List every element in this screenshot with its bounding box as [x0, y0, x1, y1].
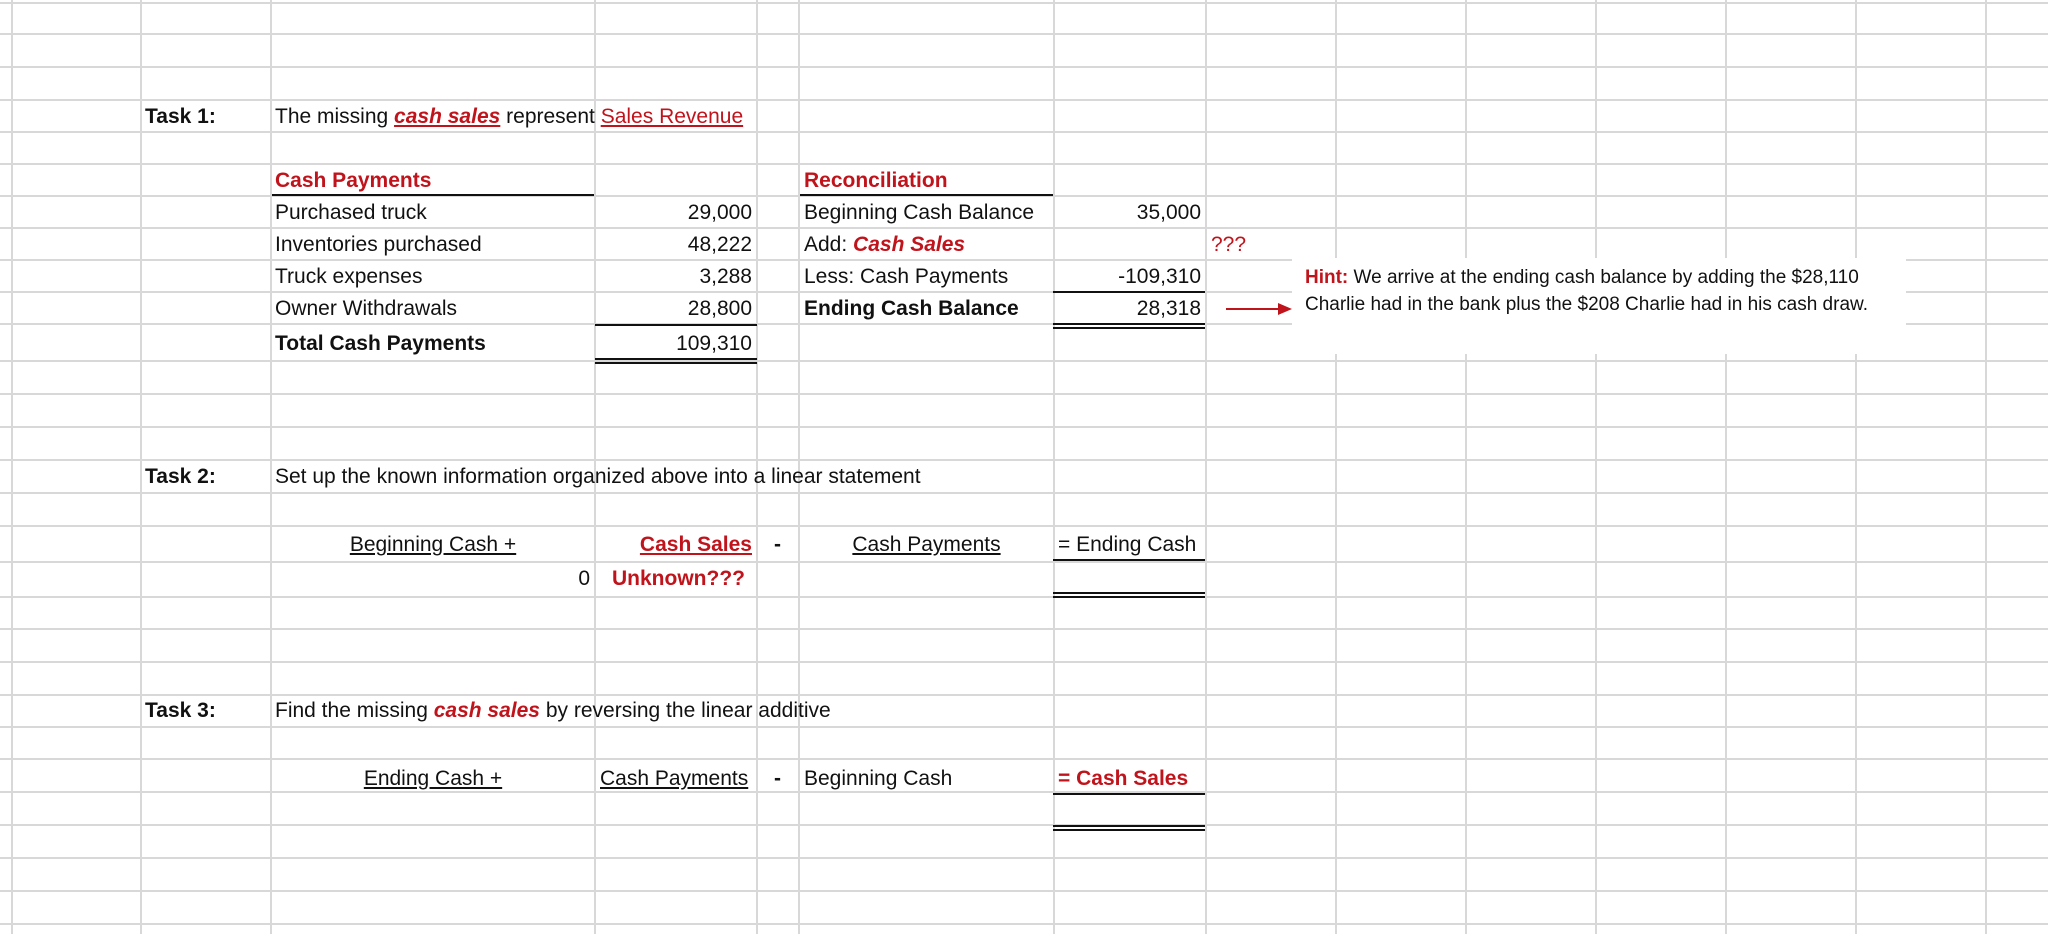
- sales-revenue-term: Sales Revenue: [600, 105, 744, 128]
- task1-intro-a: The missing: [275, 105, 395, 128]
- cash-payments-header: Cash Payments: [275, 169, 432, 192]
- payment-row-value: 28,800: [687, 297, 752, 320]
- reverse-beginning-cash-header: Beginning Cash: [804, 767, 953, 790]
- beginning-cash-label: Beginning Cash Balance: [804, 201, 1034, 224]
- less-underline: [1053, 291, 1205, 293]
- payment-row-label: Truck expenses: [275, 265, 423, 288]
- add-cash-sales-term: Cash Sales: [853, 233, 966, 256]
- linear-cash-payments-header: Cash Payments: [852, 533, 1001, 556]
- reverse-cash-payments-header: Cash Payments: [600, 767, 749, 790]
- reconciliation-underline: [800, 194, 1053, 196]
- task1-intro-c: represent: [500, 105, 601, 128]
- cash-sales-unknown: ???: [1211, 233, 1247, 256]
- ending-cash-label: Ending Cash Balance: [804, 297, 1019, 320]
- ending-cash-value: 28,318: [1136, 297, 1201, 320]
- reverse-cash-sales-header: = Cash Sales: [1058, 767, 1189, 790]
- task1-label: Task 1:: [145, 105, 216, 128]
- task2-text: Set up the known information organized above into a linear statement: [275, 465, 921, 488]
- less-payments-label: Less: Cash Payments: [804, 265, 1009, 288]
- add-cash-sales-label: [804, 232, 965, 258]
- linear-ending-cash-header: = Ending Cash: [1058, 533, 1197, 556]
- task3-cash-sales-term: cash sales: [433, 699, 540, 722]
- payment-row-label: Owner Withdrawals: [275, 297, 458, 320]
- cash-sales-term: cash sales: [394, 105, 501, 128]
- hint-text: [1305, 264, 1905, 318]
- ending-cash-underline: [1053, 559, 1205, 561]
- ending-cash-double-underline: [1053, 592, 1205, 598]
- task3-text-c: by reversing the linear additive: [540, 699, 831, 722]
- total-double-underline: [595, 358, 757, 364]
- payment-row-label: Purchased truck: [275, 201, 427, 224]
- total-underline: [595, 324, 757, 326]
- linear-beginning-value: 0: [578, 567, 590, 590]
- arrow-right-icon: [1226, 302, 1292, 316]
- hint-prefix: Hint:: [1305, 267, 1349, 288]
- cash-sales-underline: [1053, 793, 1205, 795]
- less-payments-value: -109,310: [1118, 265, 1201, 288]
- cash-sales-double-underline: [1053, 825, 1205, 831]
- payment-row-value: 3,288: [699, 265, 752, 288]
- linear-cash-sales-header: Cash Sales: [639, 533, 752, 556]
- add-prefix: Add:: [804, 233, 854, 256]
- ending-double-underline: [1053, 323, 1205, 329]
- hint-body: We arrive at the ending cash balance by adding the $28,110 Charlie had in the bank plus the $208 Charlie had in his cash draw.: [1305, 267, 1868, 315]
- task3-text: [275, 698, 831, 724]
- payment-row-label: Inventories purchased: [275, 233, 482, 256]
- task3-label: Task 3:: [145, 699, 216, 722]
- linear-beginning-cash-header: Beginning Cash +: [349, 533, 517, 556]
- reverse-minus-sign: -: [774, 767, 781, 790]
- linear-minus-sign: -: [774, 533, 781, 556]
- payment-row-value: 48,222: [687, 233, 752, 256]
- reconciliation-header: Reconciliation: [804, 169, 948, 192]
- linear-cash-sales-value: Unknown???: [612, 567, 745, 590]
- task3-text-a: Find the missing: [275, 699, 434, 722]
- task2-label: Task 2:: [145, 465, 216, 488]
- total-cash-payments-value: 109,310: [676, 332, 752, 355]
- payment-row-value: 29,000: [687, 201, 752, 224]
- total-cash-payments-label: Total Cash Payments: [275, 332, 486, 355]
- reverse-ending-cash-header: Ending Cash +: [363, 767, 503, 790]
- beginning-cash-value: 35,000: [1136, 201, 1201, 224]
- task1-intro: [275, 104, 743, 130]
- header-underline: [272, 194, 594, 196]
